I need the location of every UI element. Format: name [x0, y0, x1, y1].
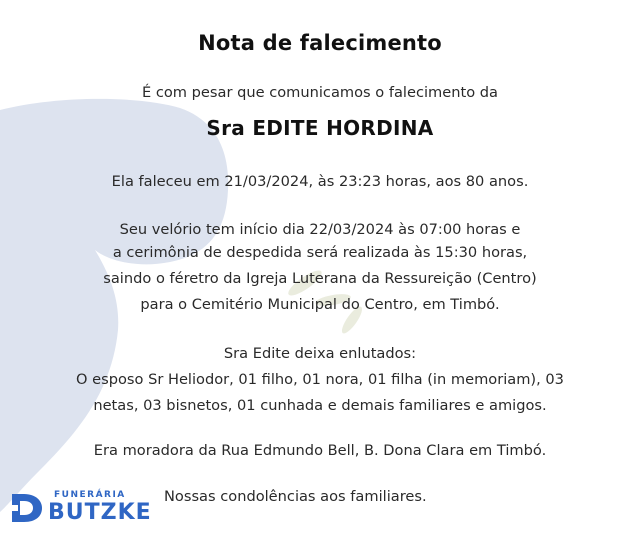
notice-title: Nota de falecimento	[198, 31, 442, 55]
logo-name: BUTZKE	[48, 500, 152, 525]
family-line: O esposo Sr Heliodor, 01 filho, 01 nora, 01 filha (in memoriam), 03	[76, 371, 564, 388]
death-details: Ela faleceu em 21/03/2024, às 23:23 horas, aos 80 anos.	[111, 173, 529, 190]
wake-line: Seu velório tem início dia 22/03/2024 às 07:00 horas e	[119, 221, 521, 238]
notice-intro: É com pesar que comunicamos o falecimento da	[141, 84, 498, 101]
dove-mark-icon	[10, 492, 44, 524]
family-line: Sra Edite deixa enlutados:	[223, 345, 417, 362]
family-line: netas, 03 bisnetos, 01 cunhada e demais familiares e amigos.	[93, 397, 547, 414]
condolences-line: Nossas condolências aos familiares.	[164, 488, 427, 505]
logo-subtitle: FUNERÁRIA	[54, 490, 126, 500]
wake-line: para o Cemitério Municipal do Centro, em Timbó.	[140, 296, 500, 313]
funeral-home-logo	[10, 488, 160, 524]
deceased-name: Sra EDITE HORDINA	[206, 116, 434, 140]
wake-line: saindo o féretro da Igreja Luterana da Ressureição (Centro)	[103, 270, 537, 287]
wake-line: a cerimônia de despedida será realizada às 15:30 horas,	[112, 244, 528, 261]
residence-line: Era moradora da Rua Edmundo Bell, B. Dona Clara em Timbó.	[93, 442, 547, 459]
